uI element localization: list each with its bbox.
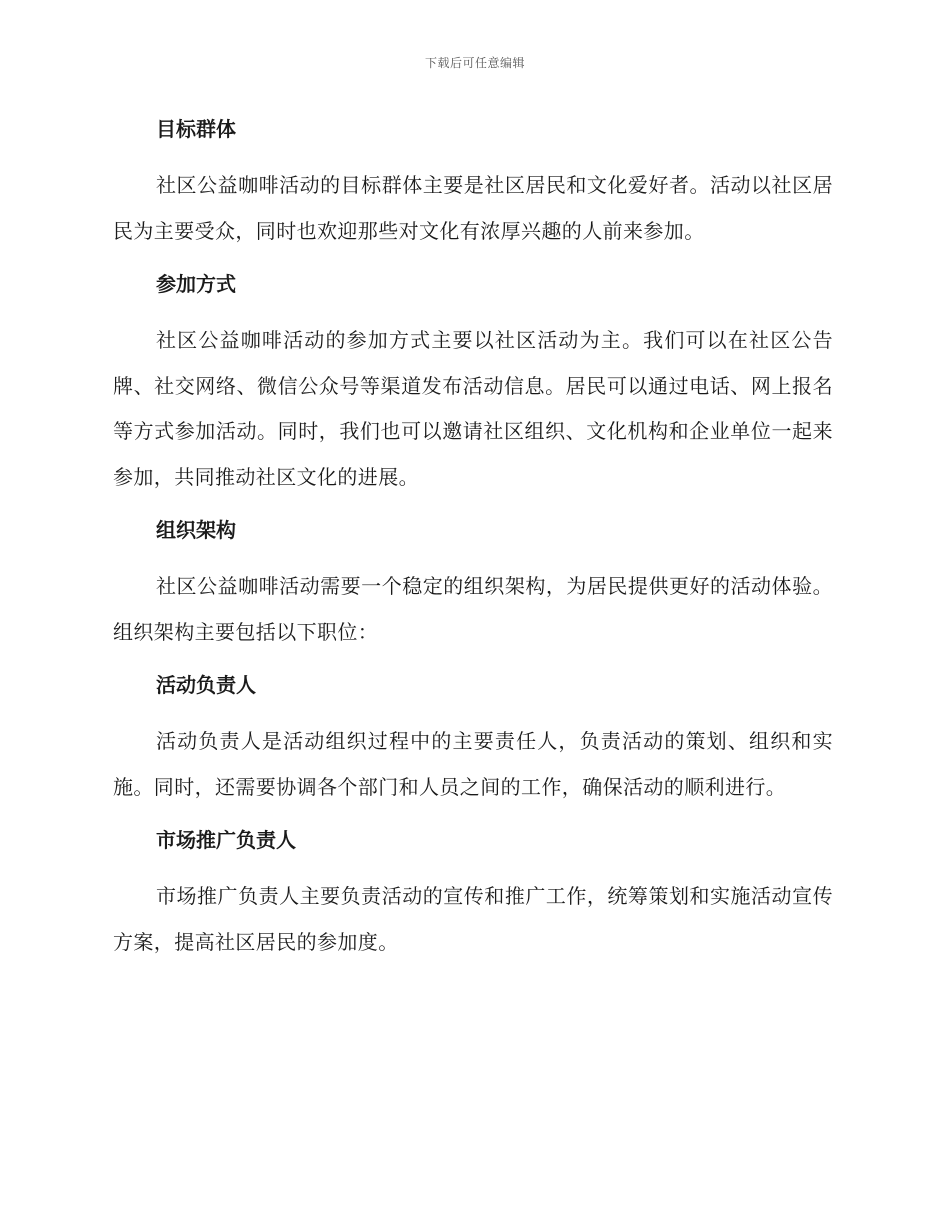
section-participation: [113, 267, 833, 513]
section-event-lead: [113, 668, 833, 823]
section-paragraph: 社区公益咖啡活动的目标群体主要是社区居民和文化爱好者。活动以社区居民为主要受众，同时也欢迎那些对文化有浓厚兴趣的人前来参加。: [113, 173, 833, 243]
section-heading: 参加方式: [156, 272, 236, 296]
section-paragraph: 社区公益咖啡活动需要一个稳定的组织架构，为居民提供更好的活动体验。组织架构主要包括以下职位：: [113, 574, 833, 644]
section-paragraph: 市场推广负责人主要负责活动的宣传和推广工作，统筹策划和实施活动宣传方案，提高社区居民的参加度。: [113, 884, 833, 954]
section-marketing-lead: [113, 823, 833, 965]
section-paragraph: 活动负责人是活动组织过程中的主要责任人，负责活动的策划、组织和实施。同时，还需要协调各个部门和人员之间的工作，确保活动的顺利进行。: [113, 729, 833, 799]
section-heading: 组织架构: [156, 518, 236, 542]
section-paragraph: 社区公益咖啡活动的参加方式主要以社区活动为主。我们可以在社区公告牌、社交网络、微信公众号等渠道发布活动信息。居民可以通过电话、网上报名等方式参加活动。同时，我们也可以邀请社区组织、文化机构和企业单位一起来参加，共同推动社区文化的进展。: [113, 328, 833, 489]
section-target-group: [113, 112, 833, 267]
section-heading: 目标群体: [156, 117, 236, 141]
page-header-note: 下载后可任意编辑: [424, 56, 525, 70]
section-organization: [113, 513, 833, 668]
section-heading: 活动负责人: [156, 673, 256, 697]
document-body: [113, 112, 833, 965]
section-heading: 市场推广负责人: [156, 828, 296, 852]
